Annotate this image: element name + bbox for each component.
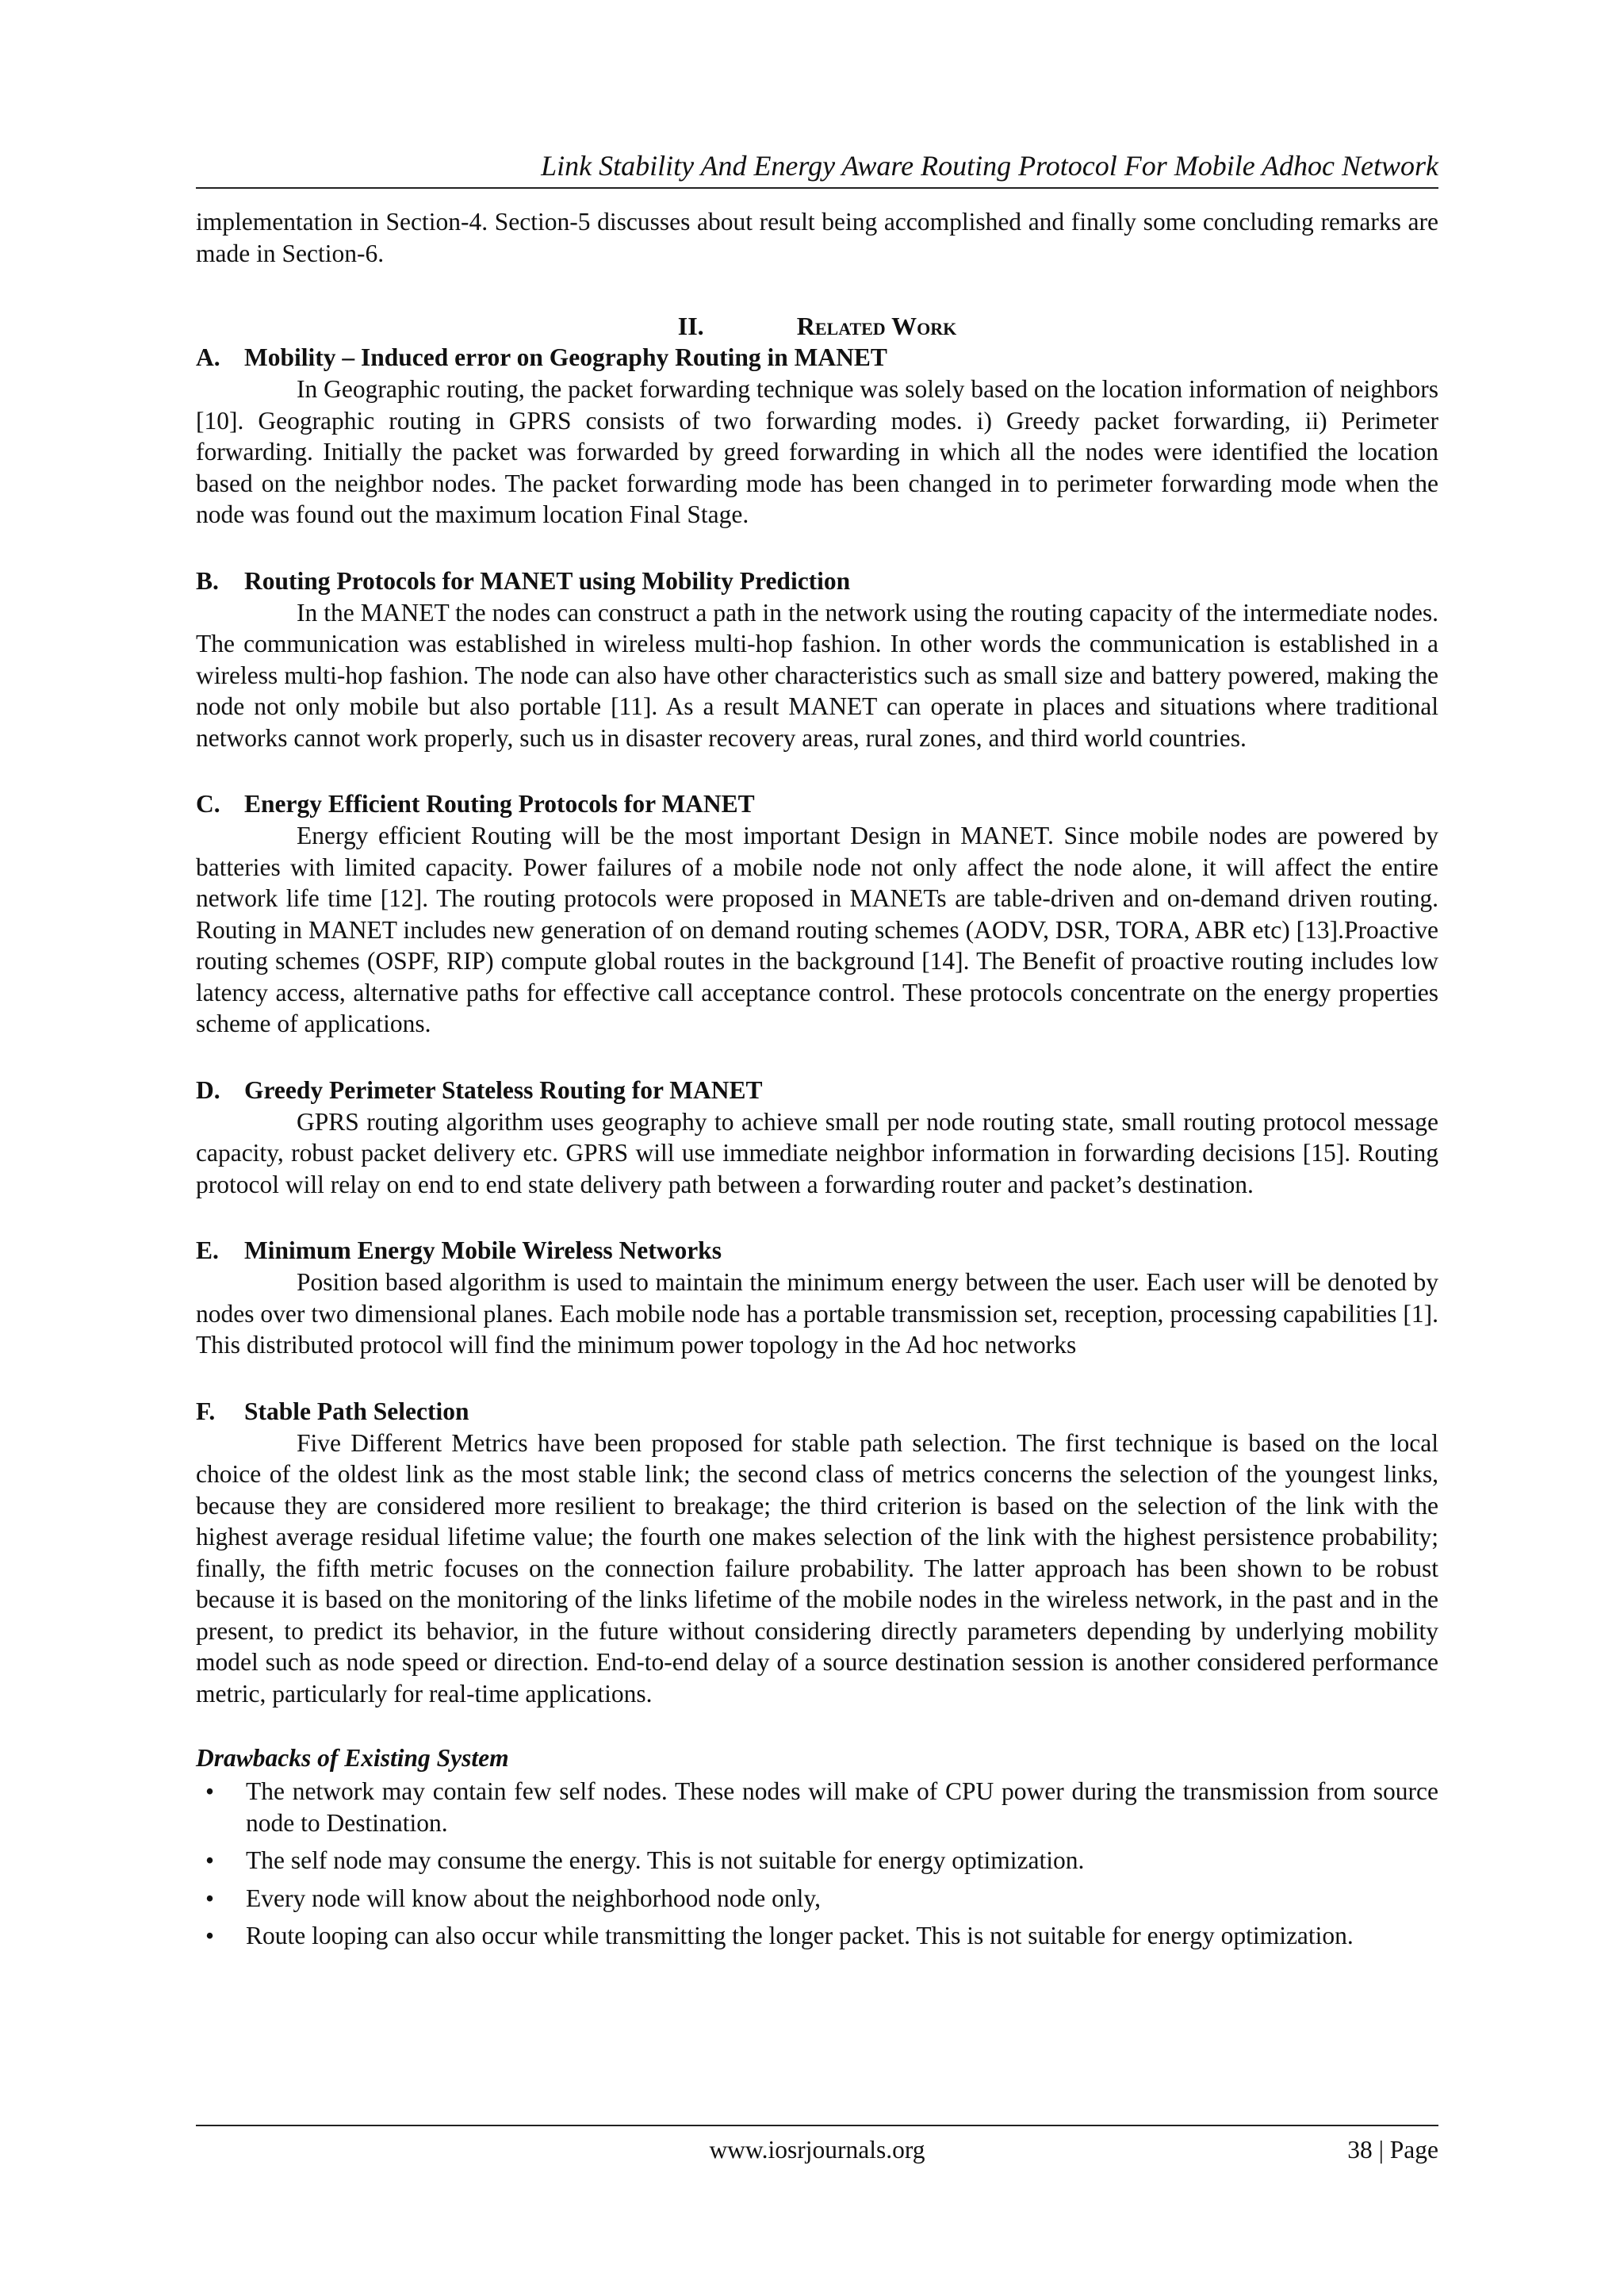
list-item-text: The self node may consume the energy. This is not suitable for energy optimization. bbox=[246, 1846, 1085, 1874]
list-item-text: Every node will know about the neighborhood node only, bbox=[246, 1884, 821, 1912]
subsection-title: Energy Efficient Routing Protocols for MANET bbox=[244, 790, 755, 818]
subsection-c-paragraph: Energy efficient Routing will be the most important Design in MANET. Since mobile nodes are powered by batteries with limited capacity. Power failures of a mobile node not only affect the node alone, it will affect the entire network life time [12]. The routing protocols were proposed in MANETs are table-driven and on-demand driven routing. Routing in MANET includes new generation of on demand routing schemes (AODV, DSR, TORA, ABR etc) [13].Proactive routing schemes (OSPF, RIP) compute global routes in the background [14]. The Benefit of proactive routing includes low latency access, alternative paths for effective call acceptance control. These protocols concentrate on the energy properties scheme of applications. bbox=[196, 822, 1438, 1037]
bullet-icon: • bbox=[205, 1922, 215, 1949]
list-item-text: The network may contain few self nodes. These nodes will make of CPU power during the transmission from source node to Destination. bbox=[246, 1777, 1438, 1837]
subsection-a-paragraph: In Geographic routing, the packet forwarding technique was solely based on the location information of neighbors [10]. Geographic routing in GPRS consists of two forwarding modes. i) Greedy packet forwarding, ii) Perimeter forwarding. Initially the packet was forwarded by greed forwarding in which all the nodes were identified the location based on the neighbor nodes. The packet forwarding mode has been changed in to perimeter forwarding mode when the node was found out the maximum location Final Stage. bbox=[196, 375, 1438, 528]
subsection-d-paragraph: GPRS routing algorithm uses geography to achieve small per node routing state, small routing protocol message capacity, robust packet delivery etc. GPRS will use immediate neighbor information in forwarding decisions [15]. Routing protocol will relay on end to end state delivery path between a forwarding router and packet’s destination. bbox=[196, 1107, 1438, 1198]
subsection-a-heading bbox=[196, 342, 1438, 374]
intro-paragraph: implementation in Section-4. Section-5 discusses about result being accomplished and finally some concluding remarks are made in Section-6. bbox=[196, 208, 1438, 267]
subsection-title: Routing Protocols for MANET using Mobility Prediction bbox=[244, 566, 851, 595]
subsection-f-heading bbox=[196, 1396, 1438, 1428]
bullet-icon: • bbox=[205, 1884, 215, 1912]
subsection-e-paragraph: Position based algorithm is used to maintain the minimum energy between the user. Each user will be denoted by nodes over two dimensional planes. Each mobile node has a portable transmission set, reception, processing capabilities [1]. This distributed protocol will find the minimum power topology in the Ad hoc networks bbox=[196, 1268, 1438, 1359]
list-item bbox=[196, 1776, 1438, 1838]
subsection-title: Mobility – Induced error on Geography Routing in MANET bbox=[244, 343, 887, 371]
subsection-letter: D. bbox=[196, 1075, 220, 1104]
subsection-e-heading bbox=[196, 1235, 1438, 1267]
list-item bbox=[196, 1883, 1438, 1915]
section-heading bbox=[196, 310, 1438, 342]
subsection-letter: A. bbox=[196, 343, 220, 371]
list-item-text: Route looping can also occur while transmitting the longer packet. This is not suitable for energy optimization. bbox=[246, 1922, 1354, 1949]
page-footer bbox=[196, 2125, 1438, 2166]
bullet-icon: • bbox=[205, 1777, 215, 1805]
list-item bbox=[196, 1920, 1438, 1952]
section-number: II. bbox=[677, 312, 704, 340]
subsection-b-paragraph: In the MANET the nodes can construct a path in the network using the routing capacity of the intermediate nodes. The communication was established in wireless multi-hop fashion. In other words the communication is established in a wireless multi-hop fashion. The node can also have other characteristics such as small size and battery powered, making the node not only mobile but also portable [11]. As a result MANET can operate in places and situations where traditional networks cannot work properly, such us in disaster recovery areas, rural zones, and third world countries. bbox=[196, 598, 1438, 752]
bullet-icon: • bbox=[205, 1846, 215, 1874]
drawbacks-heading: Drawbacks of Existing System bbox=[196, 1744, 509, 1772]
running-header: Link Stability And Energy Aware Routing Protocol For Mobile Adhoc Network bbox=[196, 148, 1438, 189]
subsection-title: Stable Path Selection bbox=[244, 1397, 469, 1425]
subsection-title: Minimum Energy Mobile Wireless Networks bbox=[244, 1236, 722, 1264]
footer-website-link[interactable]: www.iosrjournals.org bbox=[709, 2136, 925, 2164]
list-item bbox=[196, 1845, 1438, 1876]
subsection-letter: B. bbox=[196, 566, 219, 595]
page-content bbox=[196, 148, 1438, 1958]
section-title: Related Work bbox=[796, 312, 957, 340]
subsection-letter: C. bbox=[196, 790, 220, 818]
subsection-letter: F. bbox=[196, 1397, 216, 1425]
subsection-d-heading bbox=[196, 1075, 1438, 1106]
drawbacks-list bbox=[196, 1776, 1438, 1952]
subsection-title: Greedy Perimeter Stateless Routing for MANET bbox=[244, 1075, 763, 1104]
subsection-b-heading bbox=[196, 565, 1438, 597]
subsection-letter: E. bbox=[196, 1236, 219, 1264]
subsection-f-paragraph: Five Different Metrics have been proposed for stable path selection. The first technique is based on the local choice of the oldest link as the most stable link; the second class of metrics concerns the selection of the youngest links, because they are considered more resilient to breakage; the third criterion is based on the selection of the link with the highest average residual lifetime value; the fourth one makes selection of the link with the highest persistence probability; finally, the fifth metric focuses on the connection failure probability. The latter approach has been shown to be robust because it is based on the monitoring of the links lifetime of the mobile nodes in the wireless network, in the past and in the present, to predict its behavior, in the future without considering directly parameters depending by underlying mobility model such as node speed or direction. End-to-end delay of a source destination session is another considered performance metric, particularly for real-time applications. bbox=[196, 1428, 1438, 1708]
subsection-c-heading bbox=[196, 788, 1438, 820]
footer-page-number: 38 | Page bbox=[1347, 2136, 1438, 2164]
